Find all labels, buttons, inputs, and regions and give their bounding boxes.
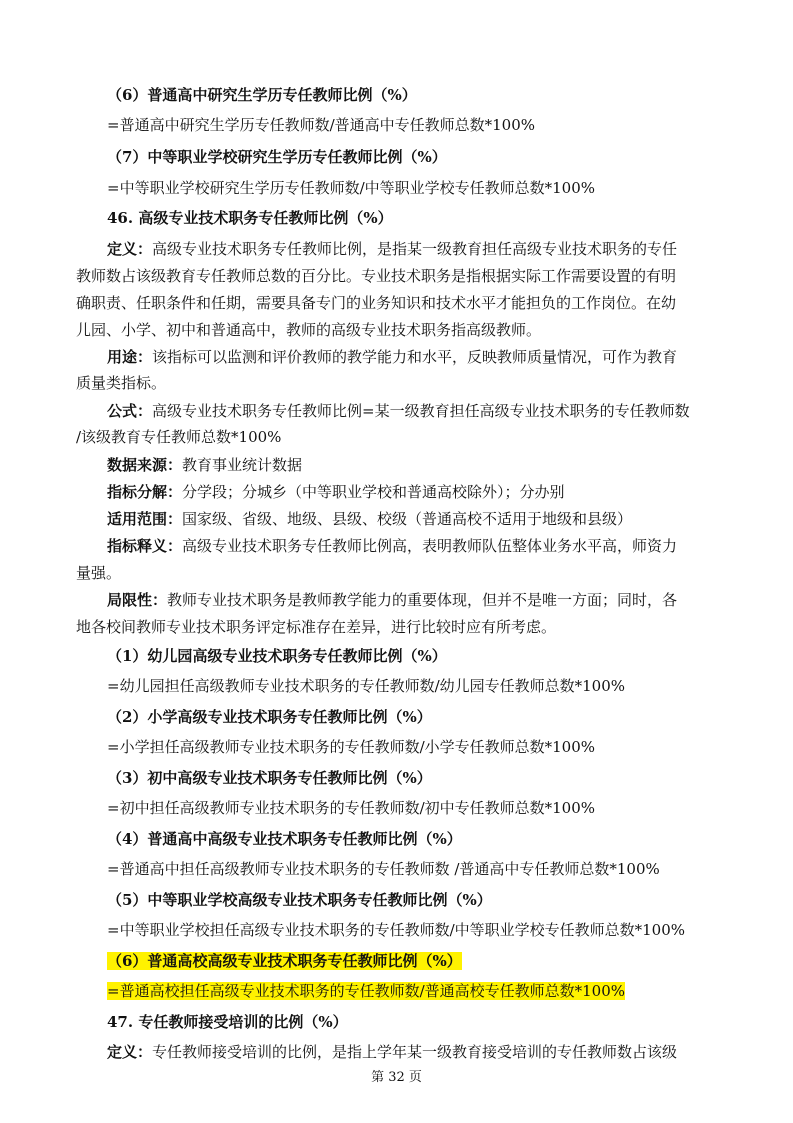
data-source-label: 数据来源： [107, 456, 183, 474]
page-number: 第 32 页 [371, 1070, 422, 1085]
scope-label: 适用范围： [107, 510, 183, 528]
definition-line-1: 定义：高级专业技术职务专任教师比例，是指某一级教育担任高级专业技术职务的专任 [107, 240, 678, 258]
formula-2-primary: =小学担任高级教师专业技术职务的专任教师数/小学专任教师总数*100% [107, 738, 596, 756]
formula-6-highschool-postgrad: =普通高中研究生学历专任教师数/普通高中专任教师总数*100% [107, 116, 536, 134]
limitation-line-1: 局限性：教师专业技术职务是教师教学能力的重要体现，但并不是唯一方面；同时，各 [107, 591, 678, 609]
subheading-3-junior-high: （3）初中高级专业技术职务专任教师比例（%） [107, 769, 432, 787]
formula-line-1: 公式：高级专业技术职务专任教师比例=某一级教育担任高级专业技术职务的专任教师数 [107, 402, 690, 420]
usage-label: 用途： [107, 348, 153, 366]
highlight-mark: =普通高校担任高级专业技术职务的专任教师数/普通高校专任教师总数*100% [107, 982, 626, 1000]
subheading-2-primary: （2）小学高级专业技术职务专任教师比例（%） [107, 708, 432, 726]
definition-line-3: 确职责、任职条件和任期，需要具备专门的业务知识和技术水平才能担负的工作岗位。在幼 [76, 294, 677, 312]
formula-line-2: /该级教育专任教师总数*100% [76, 428, 282, 446]
formula-label: 公式： [107, 402, 153, 420]
section-46-title: 46. 高级专业技术职务专任教师比例（%） [107, 209, 393, 227]
limitation-label: 局限性： [107, 591, 168, 609]
data-source-line: 数据来源：教育事业统计数据 [107, 456, 303, 474]
formula-4-senior-high: =普通高中担任高级教师专业技术职务的专任教师数 /普通高中专任教师总数*100% [107, 860, 660, 878]
definition-line-2: 教师数占该级教育专任教师总数的百分比。专业技术职务是指根据实际工作需要设置的有明 [76, 267, 677, 285]
subheading-6-university-highlighted [107, 950, 462, 972]
subheading-6-highschool-postgrad: （6）普通高中研究生学历专任教师比例（%） [107, 86, 417, 104]
interpretation-label: 指标释义： [107, 537, 183, 555]
usage-line-1: 用途：该指标可以监测和评价教师的教学能力和水平，反映教师质量情况，可作为教育 [107, 348, 678, 366]
interpretation-line-2: 量强。 [76, 564, 122, 582]
formula-3-junior-high: =初中担任高级教师专业技术职务的专任教师数/初中专任教师总数*100% [107, 799, 596, 817]
usage-line-2: 质量类指标。 [76, 374, 167, 392]
formula-1-kindergarten: =幼儿园担任高级教师专业技术职务的专任教师数/幼儿园专任教师总数*100% [107, 677, 626, 695]
formula-6-university-highlighted [107, 980, 625, 1002]
section-47-title: 47. 专任教师接受培训的比例（%） [107, 1013, 348, 1031]
subheading-5-vocational: （5）中等职业学校高级专业技术职务专任教师比例（%） [107, 891, 492, 909]
subheading-1-kindergarten: （1）幼儿园高级专业技术职务专任教师比例（%） [107, 647, 447, 665]
formula-7-vocational-postgrad: =中等职业学校研究生学历专任教师数/中等职业学校专任教师总数*100% [107, 179, 596, 197]
limitation-line-2: 地各校间教师专业技术职务评定标准存在差异，进行比较时应有所考虑。 [76, 618, 557, 636]
highlight-mark: （6）普通高校高级专业技术职务专任教师比例（%） [107, 952, 462, 970]
breakdown-label: 指标分解： [107, 483, 183, 501]
scope-line: 适用范围：国家级、省级、地级、县级、校级（普通高校不适用于地级和县级） [107, 510, 633, 528]
breakdown-line: 指标分解：分学段；分城乡（中等职业学校和普通高校除外）；分办别 [107, 483, 565, 501]
definition-label: 定义： [107, 240, 153, 258]
interpretation-line-1: 指标释义：高级专业技术职务专任教师比例高，表明教师队伍整体业务水平高，师资力 [107, 537, 678, 555]
subheading-4-senior-high: （4）普通高中高级专业技术职务专任教师比例（%） [107, 830, 462, 848]
definition-label: 定义： [107, 1043, 153, 1061]
definition-line-4: 儿园、小学、初中和普通高中，教师的高级专业技术职务指高级教师。 [76, 321, 542, 339]
subheading-7-vocational-postgrad: （7）中等职业学校研究生学历专任教师比例（%） [107, 148, 447, 166]
formula-5-vocational: =中等职业学校担任高级专业技术职务的专任教师数/中等职业学校专任教师总数*100% [107, 921, 686, 939]
section-47-definition-line-1: 定义：专任教师接受培训的比例，是指上学年某一级教育接受培训的专任教师数占该级 [107, 1043, 678, 1061]
